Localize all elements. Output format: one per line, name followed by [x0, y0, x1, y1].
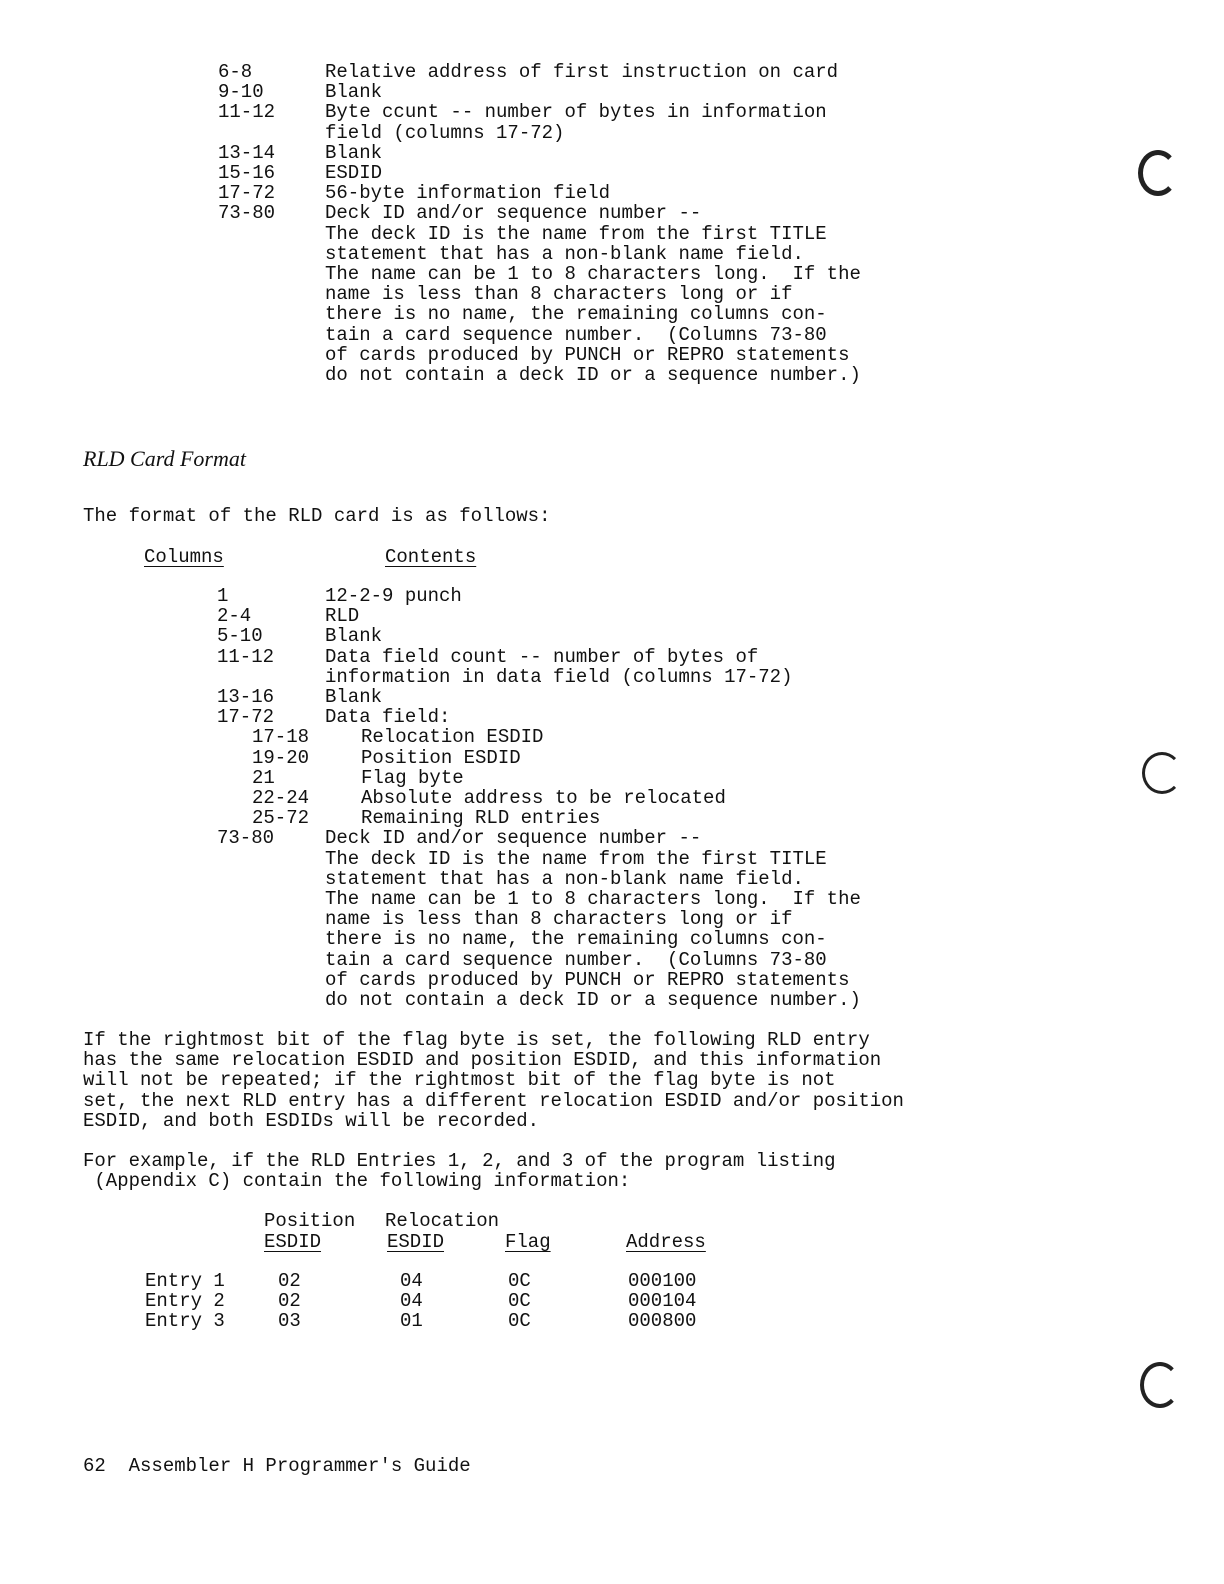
example-flag: 0C — [508, 1290, 531, 1313]
example-address: 000800 — [628, 1310, 697, 1333]
example-header-relocation-esdid: ESDID — [387, 1231, 445, 1253]
top-row-column: 13-14 — [218, 141, 276, 164]
rld-row-column: 2-4 — [217, 605, 252, 628]
rld-row-contents: tain a card sequence number. (Columns 73-80 — [325, 948, 827, 971]
top-row-contents: do not contain a deck ID or a sequence number.) — [325, 364, 861, 386]
top-row-contents: Deck ID and/or sequence number -- — [325, 202, 702, 225]
page-footer: 62 Assembler H Programmer's Guide — [83, 1455, 471, 1477]
top-row-contents: statement that has a non-blank name field. — [325, 242, 804, 265]
top-row-contents: tain a card sequence number. (Columns 73-80 — [325, 323, 827, 346]
rld-row-contents: RLD — [325, 605, 360, 628]
top-row-contents: field (columns 17-72) — [325, 121, 565, 144]
rld-row-contents: of cards produced by PUNCH or REPRO statements — [325, 968, 850, 991]
top-row-contents: ESDID — [325, 162, 383, 184]
rld-row-contents: Remaining RLD entries — [361, 807, 601, 830]
header-contents: Contents — [385, 546, 477, 568]
example-relocation-esdid: 01 — [400, 1310, 423, 1333]
paragraph-line: ESDID, and both ESDIDs will be recorded. — [83, 1109, 540, 1132]
rld-row-column: 13-16 — [217, 686, 275, 708]
rld-row-contents: The deck ID is the name from the first TITLE — [325, 847, 827, 870]
rld-row-column: 17-18 — [252, 726, 310, 749]
rld-row-contents: 12-2-9 punch — [325, 585, 462, 607]
example-relocation-esdid: 04 — [400, 1270, 423, 1292]
example-address: 000100 — [628, 1270, 697, 1292]
top-row-column: 17-72 — [218, 182, 276, 205]
rld-row-column: 5-10 — [217, 625, 263, 648]
example-header-flag: Flag — [505, 1231, 551, 1253]
rld-row-contents: Blank — [325, 686, 383, 708]
example-header-relocation: Relocation — [385, 1210, 500, 1232]
example-header-position-esdid: ESDID — [264, 1231, 322, 1253]
top-row-contents: Byte ccunt -- number of bytes in information — [325, 101, 827, 124]
example-position-esdid: 03 — [278, 1310, 301, 1333]
paragraph-line: set, the next RLD entry has a different relocation ESDID and/or position — [83, 1089, 904, 1112]
paragraph-line: (Appendix C) contain the following information: — [83, 1170, 631, 1193]
rld-row-column: 25-72 — [252, 807, 310, 830]
top-row-contents: name is less than 8 characters long or if — [325, 283, 793, 306]
top-row-contents: Blank — [325, 141, 383, 164]
rld-row-column: 73-80 — [217, 827, 275, 850]
rld-row-contents: Data field count -- number of bytes of — [325, 645, 759, 668]
paragraph-line: has the same relocation ESDID and position ESDID, and this information — [83, 1049, 882, 1072]
top-row-column: 73-80 — [218, 202, 276, 225]
top-row-contents: there is no name, the remaining columns con- — [325, 303, 827, 326]
header-columns: Columns — [144, 546, 224, 568]
paragraph-line: If the rightmost bit of the flag byte is set, the following RLD entry — [83, 1029, 870, 1051]
top-row-contents: Relative address of first instruction on card — [325, 61, 839, 83]
rld-row-contents: Position ESDID — [361, 746, 521, 769]
rld-row-column: 17-72 — [217, 706, 275, 729]
rld-row-contents: do not contain a deck ID or a sequence number.) — [325, 989, 861, 1011]
rld-row-contents: name is less than 8 characters long or if — [325, 908, 793, 931]
section-heading: RLD Card Format — [83, 446, 246, 471]
rld-row-contents: The name can be 1 to 8 characters long. If the — [325, 888, 861, 910]
example-entry-label: Entry 2 — [145, 1290, 225, 1313]
example-flag: 0C — [508, 1270, 531, 1292]
top-row-contents: of cards produced by PUNCH or REPRO statements — [325, 343, 850, 366]
paragraph-line: will not be repeated; if the rightmost bit of the flag byte is not — [83, 1069, 836, 1092]
top-row-contents: The name can be 1 to 8 characters long. If the — [325, 263, 861, 285]
example-position-esdid: 02 — [278, 1290, 301, 1313]
top-row-contents: 56-byte information field — [325, 182, 611, 205]
example-entry-label: Entry 3 — [145, 1310, 225, 1333]
rld-row-contents: Relocation ESDID — [361, 726, 544, 749]
rld-row-column: 19-20 — [252, 746, 310, 769]
rld-row-contents: Deck ID and/or sequence number -- — [325, 827, 702, 850]
rld-row-contents: there is no name, the remaining columns con- — [325, 928, 827, 951]
example-entry-label: Entry 1 — [145, 1270, 225, 1292]
example-position-esdid: 02 — [278, 1270, 301, 1292]
top-row-contents: The deck ID is the name from the first TITLE — [325, 222, 827, 245]
rld-row-contents: Blank — [325, 625, 383, 648]
rld-row-column: 21 — [252, 766, 275, 789]
top-row-column: 15-16 — [218, 162, 276, 184]
example-relocation-esdid: 04 — [400, 1290, 423, 1313]
binder-hole-mark-1 — [1138, 150, 1178, 196]
binder-hole-mark-2 — [1142, 752, 1182, 794]
rld-row-contents: information in data field (columns 17-72) — [325, 665, 793, 688]
top-row-column: 11-12 — [218, 101, 276, 124]
top-row-contents: Blank — [325, 81, 383, 104]
rld-row-column: 11-12 — [217, 645, 275, 668]
example-flag: 0C — [508, 1310, 531, 1333]
example-header-position: Position — [264, 1210, 356, 1232]
example-address: 000104 — [628, 1290, 697, 1313]
top-row-column: 6-8 — [218, 61, 253, 83]
binder-hole-mark-3 — [1140, 1362, 1180, 1408]
top-row-column: 9-10 — [218, 81, 264, 104]
rld-row-contents: Absolute address to be relocated — [361, 787, 726, 809]
example-header-address: Address — [626, 1231, 706, 1253]
rld-row-contents: Flag byte — [361, 766, 464, 789]
rld-row-column: 1 — [217, 585, 229, 607]
paragraph-line: For example, if the RLD Entries 1, 2, and 3 of the program listing — [83, 1150, 836, 1172]
intro-text: The format of the RLD card is as follows: — [83, 505, 551, 527]
rld-row-column: 22-24 — [252, 787, 310, 809]
rld-row-contents: Data field: — [325, 706, 451, 729]
rld-row-contents: statement that has a non-blank name field. — [325, 867, 804, 890]
